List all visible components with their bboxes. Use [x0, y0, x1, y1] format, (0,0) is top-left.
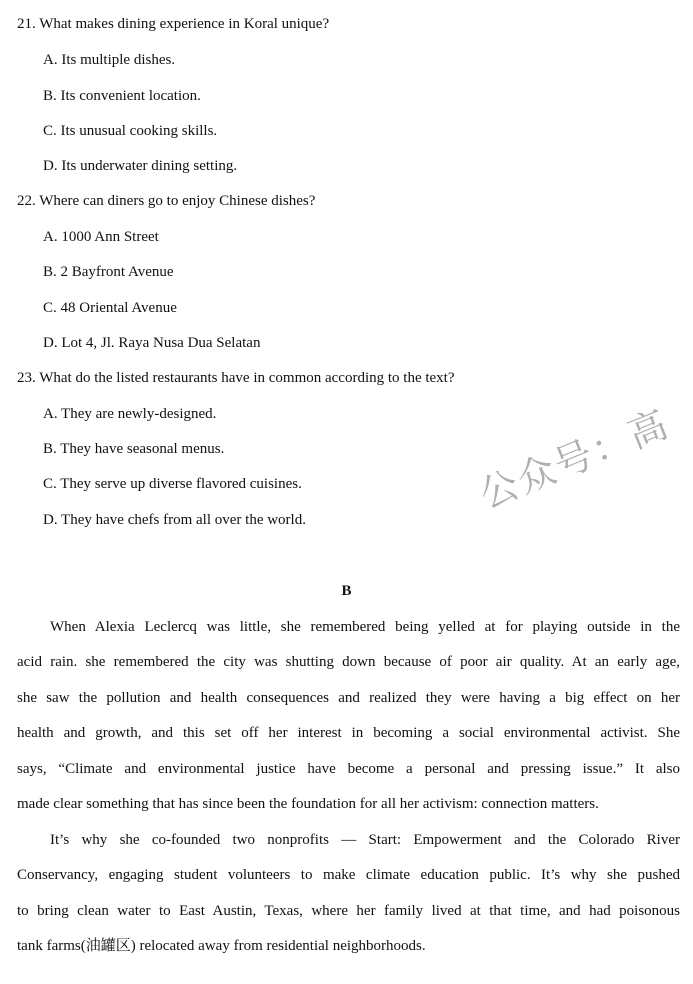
section-heading: B	[341, 583, 352, 599]
passage-p1-line: When Alexia Leclercq was little, she remembered being yelled at for playing outside in the	[50, 619, 680, 635]
question-22-option-a: A. 1000 Ann Street	[43, 229, 159, 245]
passage-p2-line: Conservancy, engaging student volunteers to make climate education public. It’s why she pushed	[17, 867, 680, 883]
question-21-option-b: B. Its convenient location.	[43, 88, 201, 104]
question-23-option-a: A. They are newly-designed.	[43, 406, 217, 422]
question-22-option-d: D. Lot 4, Jl. Raya Nusa Dua Selatan	[43, 335, 261, 351]
question-22-stem: 22. Where can diners go to enjoy Chinese dishes?	[17, 193, 316, 209]
question-23-stem: 23. What do the listed restaurants have in common according to the text?	[17, 370, 455, 386]
question-21-option-d: D. Its underwater dining setting.	[43, 158, 238, 174]
question-21-option-a: A. Its multiple dishes.	[43, 52, 176, 68]
passage-p2-line: to bring clean water to East Austin, Texas, where her family lived at that time, and had poisonous	[17, 903, 680, 919]
passage-p1-line: says, “Climate and environmental justice have become a personal and pressing issue.” It also	[17, 761, 680, 777]
question-22-option-c: C. 48 Oriental Avenue	[43, 300, 177, 316]
question-22-option-b: B. 2 Bayfront Avenue	[43, 264, 174, 280]
passage-p1-line: she saw the pollution and health consequences and realized they were having a big effect on her	[17, 690, 680, 706]
passage-p2-line: It’s why she co-founded two nonprofits — Start: Empowerment and the Colorado River	[50, 832, 680, 848]
passage-p1-line: health and growth, and this set off her interest in becoming a social environmental activist. She	[17, 725, 680, 741]
question-23-option-b: B. They have seasonal menus.	[43, 441, 225, 457]
passage-p1-line: acid rain. she remembered the city was shutting down because of poor air quality. At an early age,	[17, 654, 680, 670]
question-21-stem: 21. What makes dining experience in Koral unique?	[17, 16, 330, 32]
passage-p2-line: tank farms(油罐区) relocated away from residential neighborhoods.	[17, 938, 426, 954]
question-21-option-c: C. Its unusual cooking skills.	[43, 123, 218, 139]
question-23-option-c: C. They serve up diverse flavored cuisines.	[43, 476, 302, 492]
passage-p1-line: made clear something that has since been the foundation for all her activism: connection matters.	[17, 796, 599, 812]
question-23-option-d: D. They have chefs from all over the world.	[43, 512, 306, 528]
watermark-text: 公众号：高	[473, 401, 676, 518]
